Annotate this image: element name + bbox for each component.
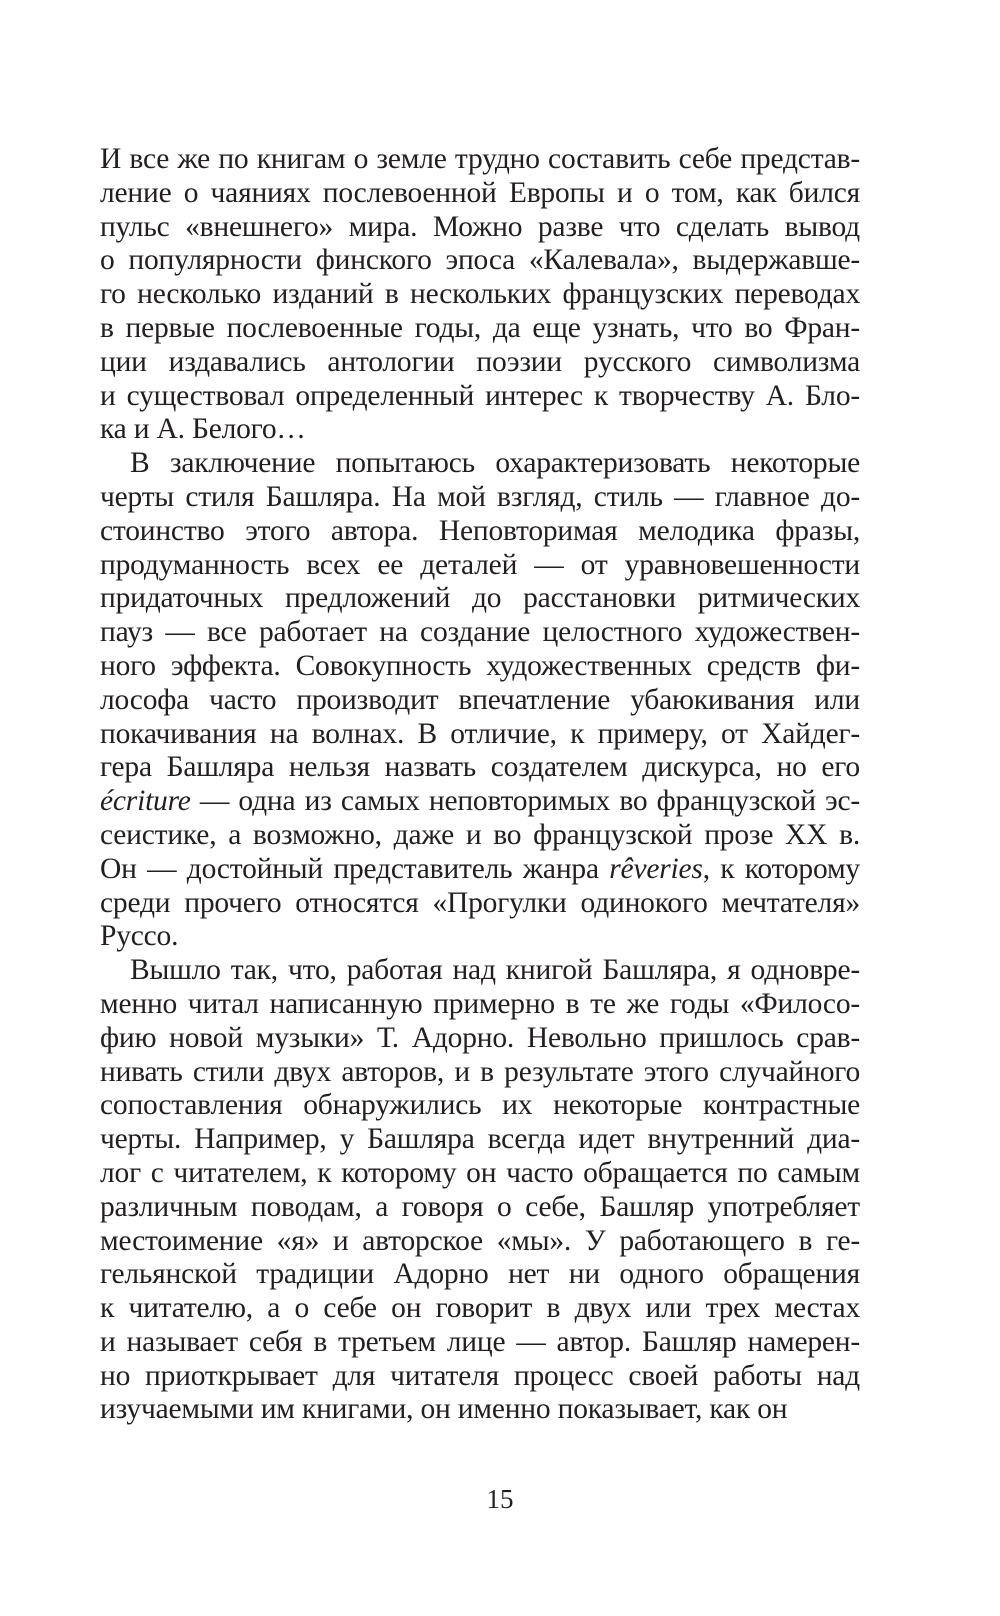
- text-line: [100, 650, 860, 684]
- text-segment: черты. Например, у Башляра всегда идет внутренний диа-: [100, 1123, 860, 1156]
- text-segment: В заключение попытаюсь охарактеризовать некоторые: [130, 447, 860, 480]
- text-line: [100, 481, 860, 515]
- text-segment: придаточных предложений до расстановки ритмических: [100, 582, 860, 615]
- text-segment: различным поводам, а говоря о себе, Башляр употребляет: [100, 1190, 860, 1223]
- text-segment: черты стиля Башляра. На мой взгляд, стиль — главное до-: [100, 480, 860, 513]
- text-line: [100, 413, 860, 447]
- text-segment: сеистике, а возможно, даже и во французской прозе XX в.: [100, 818, 860, 851]
- text-segment: ление о чаяниях послевоенной Европы и о том, как бился: [100, 176, 860, 209]
- text-line: [100, 751, 860, 785]
- text-line: [100, 1393, 860, 1427]
- text-line: [100, 244, 860, 278]
- text-line: [100, 1056, 860, 1090]
- text-segment: лософа часто производит впечатление убаюкивания или: [100, 683, 860, 716]
- text-line: [100, 447, 860, 481]
- text-line: [100, 549, 860, 583]
- text-line: [100, 1292, 860, 1326]
- text-segment: ции издавались антологии поэзии русского символизма: [100, 345, 860, 378]
- text-line: [100, 853, 860, 887]
- text-line: [100, 920, 860, 954]
- text-line: [100, 380, 860, 414]
- text-segment: го несколько изданий в нескольких французских переводах: [100, 278, 860, 311]
- text-line: [100, 1191, 860, 1225]
- text-line: [100, 1360, 860, 1394]
- text-line: [100, 819, 860, 853]
- text-segment: гера Башляра нельзя назвать создателем дискурса, но его: [100, 751, 860, 784]
- text-segment: местоимение «я» и авторское «мы». У работающего в ге-: [100, 1224, 860, 1257]
- text-line: [100, 1157, 860, 1191]
- text-segment: менно читал написанную примерно в те же годы «Филосо-: [100, 987, 860, 1020]
- text-line: [100, 1326, 860, 1360]
- text-line: [100, 1089, 860, 1123]
- text-segment: ка и А. Белого…: [100, 413, 306, 446]
- text-line: [100, 954, 860, 988]
- text-line: [100, 211, 860, 245]
- paragraph: [100, 447, 860, 954]
- text-segment: лог с читателем, к которому он часто обращается по самым: [100, 1156, 860, 1189]
- text-segment: гельянской традиции Адорно нет ни одного обращения: [100, 1258, 860, 1291]
- text-line: [100, 346, 860, 380]
- text-line: [100, 582, 860, 616]
- text-segment: пауз — все работает на создание целостного художествен-: [100, 616, 860, 649]
- text-line: [100, 718, 860, 752]
- text-line: [100, 1123, 860, 1157]
- text-segment: в первые послевоенные годы, да еще узнать, что во Фран-: [100, 311, 860, 344]
- text-segment: Он — достойный представитель жанра: [100, 852, 610, 885]
- text-segment: нивать стили двух авторов, и в результате этого случайного: [100, 1055, 860, 1088]
- text-line: [100, 177, 860, 211]
- text-line: [100, 278, 860, 312]
- italic-term: rêveries: [609, 852, 703, 885]
- text-line: [100, 684, 860, 718]
- text-segment: изучаемыми им книгами, он именно показывает, как он: [100, 1393, 788, 1426]
- text-segment: покачивания на волнах. В отличие, к примеру, от Хайдег-: [100, 717, 860, 750]
- text-line: [100, 515, 860, 549]
- text-segment: Вышло так, что, работая над книгой Башляра, я одновре-: [130, 954, 860, 987]
- text-line: [100, 1258, 860, 1292]
- italic-term: écriture: [100, 785, 191, 818]
- text-segment: сопоставления обнаружились их некоторые контрастные: [100, 1089, 860, 1122]
- text-line: [100, 785, 860, 819]
- text-segment: но приоткрывает для читателя процесс своей работы над: [100, 1359, 860, 1392]
- text-segment: Руссо.: [100, 920, 179, 953]
- text-line: [100, 1225, 860, 1259]
- paragraph: [100, 954, 860, 1427]
- text-line: [100, 143, 860, 177]
- text-segment: фию новой музыки» Т. Адорно. Невольно пришлось срав-: [100, 1021, 860, 1054]
- text-segment: и существовал определенный интерес к творчеству А. Бло-: [100, 379, 860, 412]
- text-line: [100, 1022, 860, 1056]
- body-text: [100, 143, 860, 1427]
- text-line: [100, 988, 860, 1022]
- text-segment: , к которому: [702, 852, 860, 885]
- paragraph: [100, 143, 860, 447]
- text-segment: — одна из самых неповторимых во французской эс-: [190, 785, 860, 818]
- text-segment: ного эффекта. Совокупность художественных средств фи-: [100, 649, 860, 682]
- text-segment: стоинство этого автора. Неповторимая мелодика фразы,: [100, 514, 860, 547]
- text-segment: о популярности финского эпоса «Калевала», выдержавше-: [100, 244, 860, 277]
- text-line: [100, 312, 860, 346]
- page-number: 15: [486, 1484, 514, 1514]
- text-segment: и называет себя в третьем лице — автор. Башляр намерен-: [100, 1325, 860, 1358]
- text-segment: продуманность всех ее деталей — от уравновешенности: [100, 548, 860, 581]
- text-segment: пульс «внешнего» мира. Можно разве что сделать вывод: [100, 210, 860, 243]
- text-line: [100, 616, 860, 650]
- text-segment: среди прочего относятся «Прогулки одинокого мечтателя»: [100, 886, 860, 919]
- text-line: [100, 887, 860, 921]
- text-segment: И все же по книгам о земле трудно составить себе представ-: [100, 143, 860, 175]
- text-segment: к читателю, а о себе он говорит в двух или трех местах: [100, 1292, 860, 1325]
